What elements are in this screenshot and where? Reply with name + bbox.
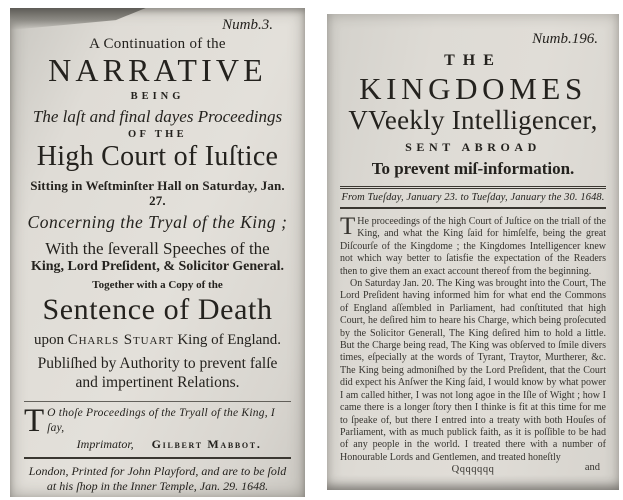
imprimatur-text: O thoſe Proceedings of the Tryall of the King, I ſay,: [47, 407, 275, 434]
left-published-line: Publiſhed by Authority to prevent falſe and impertinent Relations.: [37, 355, 278, 392]
right-sent-abroad: SENT ABROAD: [405, 139, 541, 154]
right-divider-single: [340, 207, 606, 209]
body-dropcap: T: [340, 213, 356, 241]
left-imprimatur-block: [22, 403, 293, 452]
right-pamphlet-paper: [327, 14, 619, 490]
left-upon-line: [22, 332, 293, 349]
right-title-weekly: VVeekly Intelligencer,: [348, 105, 598, 136]
imprimatur-label: Imprimator,: [76, 436, 134, 451]
left-speeches-line2: King, Lord Preſident, & Solicitor General.: [30, 259, 285, 275]
signature-mark: Qqqqqqq: [451, 464, 495, 476]
right-title-kingdomes: KINGDOMES: [359, 70, 587, 106]
upon-prefix: upon: [33, 331, 68, 348]
left-sentence-title: Sentence of Death: [42, 293, 273, 327]
imprimatur-row: [47, 437, 291, 452]
left-concerning-line: Concerning the Tryal of the King ;: [27, 212, 288, 233]
left-pamphlet-paper: [10, 8, 305, 497]
right-body-paragraph-1: [340, 213, 606, 278]
right-pamphlet-photo: [327, 14, 619, 490]
right-motto: To prevent miſ-information.: [371, 159, 575, 179]
right-dateline: From Tueſday, January 23. to Tueſday, January the 30. 1648.: [341, 192, 605, 204]
left-being-line: BEING: [130, 91, 185, 103]
left-pamphlet-photo: [10, 8, 305, 497]
left-issue-number: Numb.3.: [222, 17, 273, 33]
imprimatur-dropcap: T: [24, 403, 45, 440]
upon-suffix: King of England.: [173, 331, 282, 348]
right-divider-double: [340, 186, 606, 189]
left-main-title: NARRATIVE: [48, 51, 267, 88]
right-body-paragraph-2: On Saturday Jan. 20. The King was brought into the Court, The Lord Preſident having informed him for what end the Commons of England aſſembled in Parliament, had conſtituted that high Court, he deſired him to heare his Charge, which being proſecuted by the Solicitor Generall, The King deſired him to hold a little. But the Charge being read, The King was obſerved to ſmile divers times, eſpecially at the words of Tyrant, Traytor, Murtherer, &c. The King being admoniſhed by the Lord Preſident, that the Court did expect his Anſwer the King ſaid, I would know by what power I am called hither, I was not long agoe in the Iſle of Wight ; how I came there is a longer ſtory then I thinke is fit at this time for me to ſpeake of, but there I entred into a treaty with both Houſes of Parliament, with as much publick faith, as it is poſſible to be had of any people in the world. I treated there with a number of Honourable Lords and Gentlemen, and treated honeſtly: [340, 278, 606, 463]
left-subtitle-top: A Continuation of the: [89, 36, 226, 52]
left-divider-thick: [24, 457, 291, 459]
licenser-name: Gilbert Mabbot.: [151, 436, 262, 451]
imprimatur-lines: [47, 406, 291, 452]
left-together-line: Together with a Copy of the: [92, 278, 223, 291]
king-name: Charls Stuart: [67, 331, 174, 348]
left-speeches-line1: With the ſeverall Speeches of the: [45, 239, 270, 258]
right-signature-line: [340, 464, 606, 476]
left-court-title: High Court of Iuſtice: [36, 140, 279, 172]
left-colophon: London, Printed for John Playford, and are to be ſold at his ſhop in the Inner Temple, Jan. 29. 1648.: [28, 463, 287, 494]
left-subtitle-italic: The laſt and final dayes Proceedings: [32, 107, 283, 127]
right-the-line: THE: [444, 52, 502, 69]
catchword: and: [584, 462, 600, 474]
paragraph-1-text: He proceedings of the high Court of Juſtice on the triall of the King, and what the King ſaid for himſelfe, being the great Diſcourſe of the Kingdome ; the Kingdomes Intelligencer knew not which way better to ſatisfie the expectation of the Readers then to give them an exact account thereof from the beginning.: [340, 216, 606, 277]
left-sitting-line: Sitting in Weſtminſter Hall on Saturday, Jan. 27.: [30, 178, 285, 208]
left-divider-thin: [24, 401, 291, 402]
right-issue-number: Numb.196.: [532, 31, 598, 47]
left-of-the-line: OF THE: [128, 129, 187, 141]
